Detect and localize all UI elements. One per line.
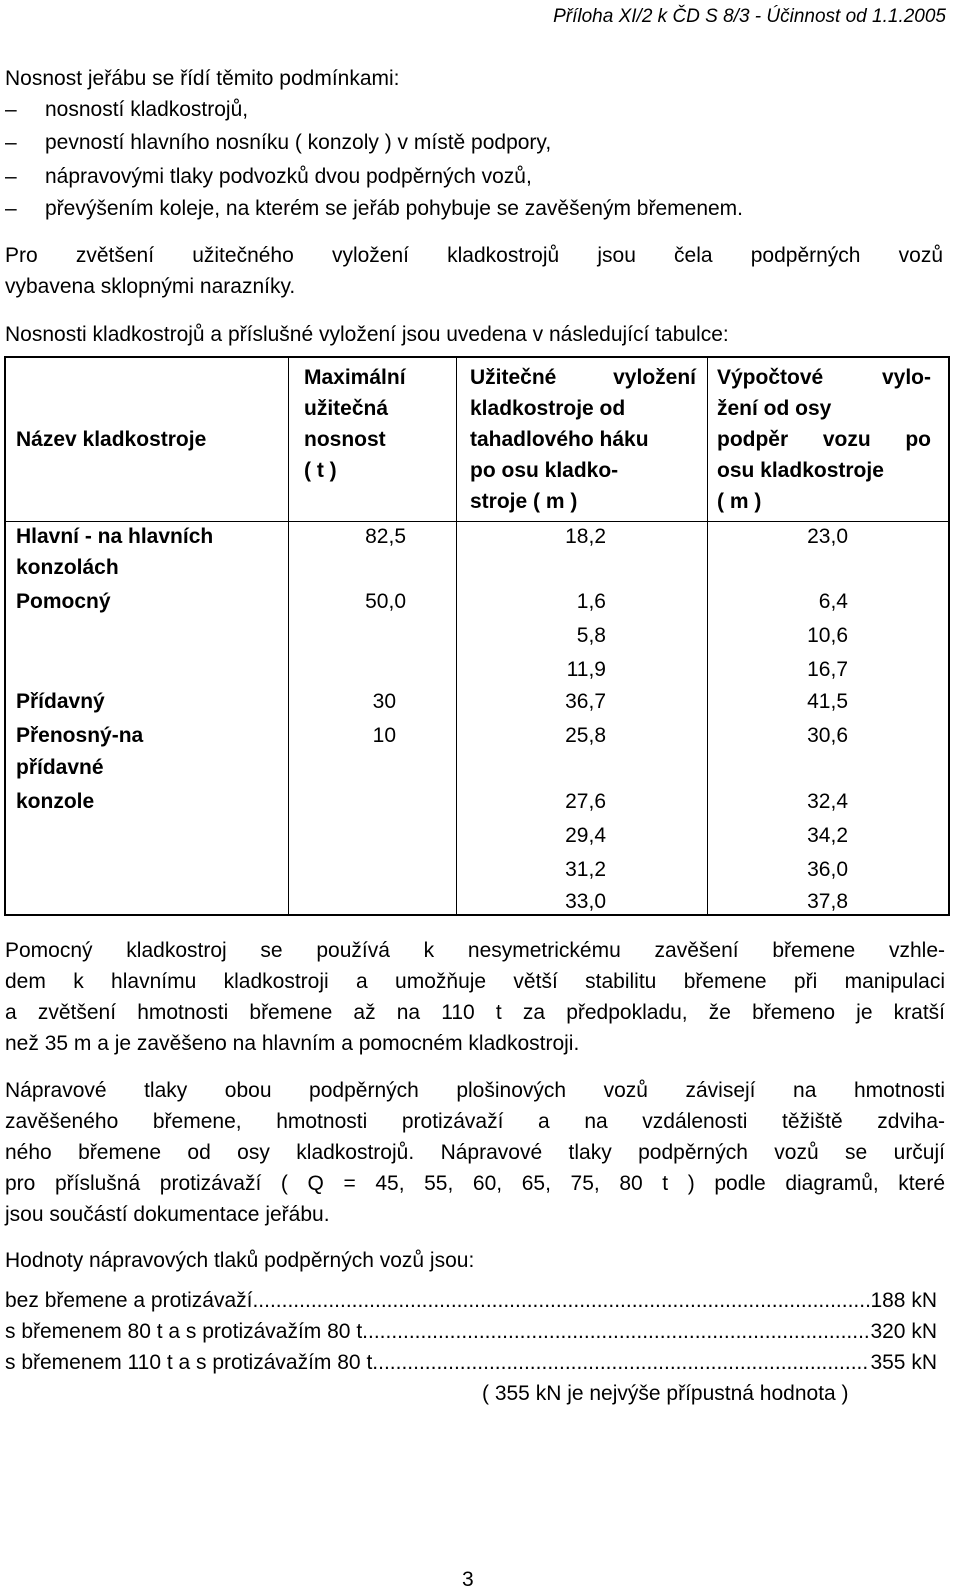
row-name: konzole [16, 790, 95, 813]
paragraph-line: než 35 m a je zavěšeno na hlavním a pomocném kladkostroji. [5, 1032, 580, 1055]
paragraph-line: jsou součástí dokumentace jeřábu. [5, 1203, 330, 1226]
table-cell: 10,6 [807, 624, 848, 647]
list-item: – nosností kladkostrojů, [5, 98, 249, 121]
table-cell: 29,4 [565, 824, 606, 847]
page-number: 3 [462, 1568, 474, 1591]
table-cell: 1,6 [576, 590, 606, 613]
row-name: Přenosný-na [16, 724, 144, 747]
row-name: Přídavný [16, 690, 105, 713]
table-cell: 34,2 [807, 824, 848, 847]
header-calc: podpěr vozu po [717, 428, 931, 451]
header-reach: kladkostroje od [470, 397, 626, 420]
header-reach: stroje ( m ) [470, 490, 578, 513]
table-cell: 82,5 [365, 525, 406, 548]
header-name: Název kladkostroje [16, 428, 207, 451]
paragraph-line: Pro zvětšení užitečného vyložení kladkostrojů jsou čela podpěrných vozů [5, 244, 943, 267]
paragraph-line: pro příslušná protizávaží ( Q = 45, 55, 60, 65, 75, 80 t ) podle diagramů, které [5, 1172, 945, 1195]
leader-dots [252, 1288, 870, 1314]
table-cell: 33,0 [565, 890, 606, 913]
pressures-title: Hodnoty nápravových tlaků podpěrných vozů jsou: [5, 1249, 475, 1272]
table-cell: 30 [372, 690, 396, 713]
table-divider [707, 358, 708, 914]
paragraph-line: a zvětšení hmotnosti břemene až na 110 t za předpokladu, že břemeno je kratší [5, 1001, 945, 1024]
row-name: přídavné [16, 756, 104, 779]
table-cell: 5,8 [576, 624, 606, 647]
leader-dots [372, 1350, 870, 1376]
table-cell: 27,6 [565, 790, 606, 813]
row-name: konzolách [16, 556, 119, 579]
paragraph-line: Nápravové tlaky obou podpěrných plošinových vozů závisejí na hmotnosti [5, 1079, 945, 1102]
list-item: – nápravovými tlaky podvozků dvou podpěrných vozů, [5, 165, 532, 188]
table-cell: 6,4 [818, 590, 848, 613]
pressure-row: s břemenem 110 t a s protizávažím 80 t ..... 355 kN [5, 1350, 937, 1376]
row-name: Pomocný [16, 590, 111, 613]
intro-text: Nosnost jeřábu se řídí těmito podmínkami: [5, 67, 400, 90]
header-reach: tahadlového háku [470, 428, 649, 451]
table-cell: 11,9 [566, 658, 606, 681]
list-item: – pevností hlavního nosníku ( konzoly ) v místě podpory, [5, 131, 552, 154]
header-calc: osu kladkostroje [717, 459, 884, 482]
paragraph-line: ného břemene od osy kladkostrojů. Nápravové tlaky podpěrných vozů se určují [5, 1141, 945, 1164]
header-capacity: nosnost [304, 428, 386, 451]
paragraph-line: vybavena sklopnými narazníky. [5, 275, 296, 298]
header-calc: žení od osy [717, 397, 832, 420]
pressure-row: s břemenem 80 t a s protizávažím 80 t ..... 320 kN [5, 1319, 937, 1345]
table-divider [456, 358, 457, 914]
capacity-table [4, 356, 950, 916]
header-capacity: užitečná [304, 397, 389, 420]
table-divider [288, 358, 289, 914]
table-cell: 41,5 [807, 690, 848, 713]
header-reach: Užitečné vyložení [470, 366, 696, 389]
dash-icon: – [5, 165, 17, 188]
table-cell: 36,7 [565, 690, 606, 713]
header-capacity: ( t ) [304, 459, 337, 482]
dash-icon: – [5, 131, 17, 154]
paragraph-line: Pomocný kladkostroj se používá k nesymetrickému zavěšení břemene vzhle- [5, 939, 945, 962]
list-item: – převýšením koleje, na kterém se jeřáb pohybuje se zavěšeným břemenem. [5, 197, 744, 220]
note: ( 355 kN je nejvýše přípustná hodnota ) [482, 1382, 849, 1405]
table-cell: 18,2 [565, 525, 606, 548]
table-intro: Nosnosti kladkostrojů a příslušné vyložení jsou uvedena v následující tabulce: [5, 323, 729, 346]
header-calc: Výpočtové vylo- [717, 366, 931, 389]
table-cell: 36,0 [807, 858, 848, 881]
table-cell: 37,8 [807, 890, 848, 913]
row-name: Hlavní - na hlavních [16, 525, 214, 548]
header-capacity: Maximální [304, 366, 406, 389]
paragraph-line: zavěšeného břemene, hmotnosti protizávaží a na vzdálenosti těžiště zdviha- [5, 1110, 945, 1133]
table-cell: 23,0 [807, 525, 848, 548]
table-cell: 32,4 [807, 790, 848, 813]
header-calc: ( m ) [717, 490, 762, 513]
table-cell: 16,7 [807, 658, 848, 681]
dash-icon: – [5, 98, 17, 121]
table-cell: 30,6 [807, 724, 848, 747]
pressure-row: bez břemene a protizávaží ..... 188 kN [5, 1288, 937, 1314]
page-header: Příloha XI/2 k ČD S 8/3 - Účinnost od 1.1.2005 [553, 6, 946, 27]
header-reach: po osu kladko- [470, 459, 619, 482]
table-cell: 25,8 [565, 724, 606, 747]
dash-icon: – [5, 197, 17, 220]
leader-dots [362, 1319, 870, 1345]
paragraph-line: dem k hlavnímu kladkostroji a umožňuje větší stabilitu břemene při manipulaci [5, 970, 945, 993]
table-cell: 50,0 [365, 590, 406, 613]
table-cell: 10 [372, 724, 396, 747]
table-cell: 31,2 [565, 858, 606, 881]
